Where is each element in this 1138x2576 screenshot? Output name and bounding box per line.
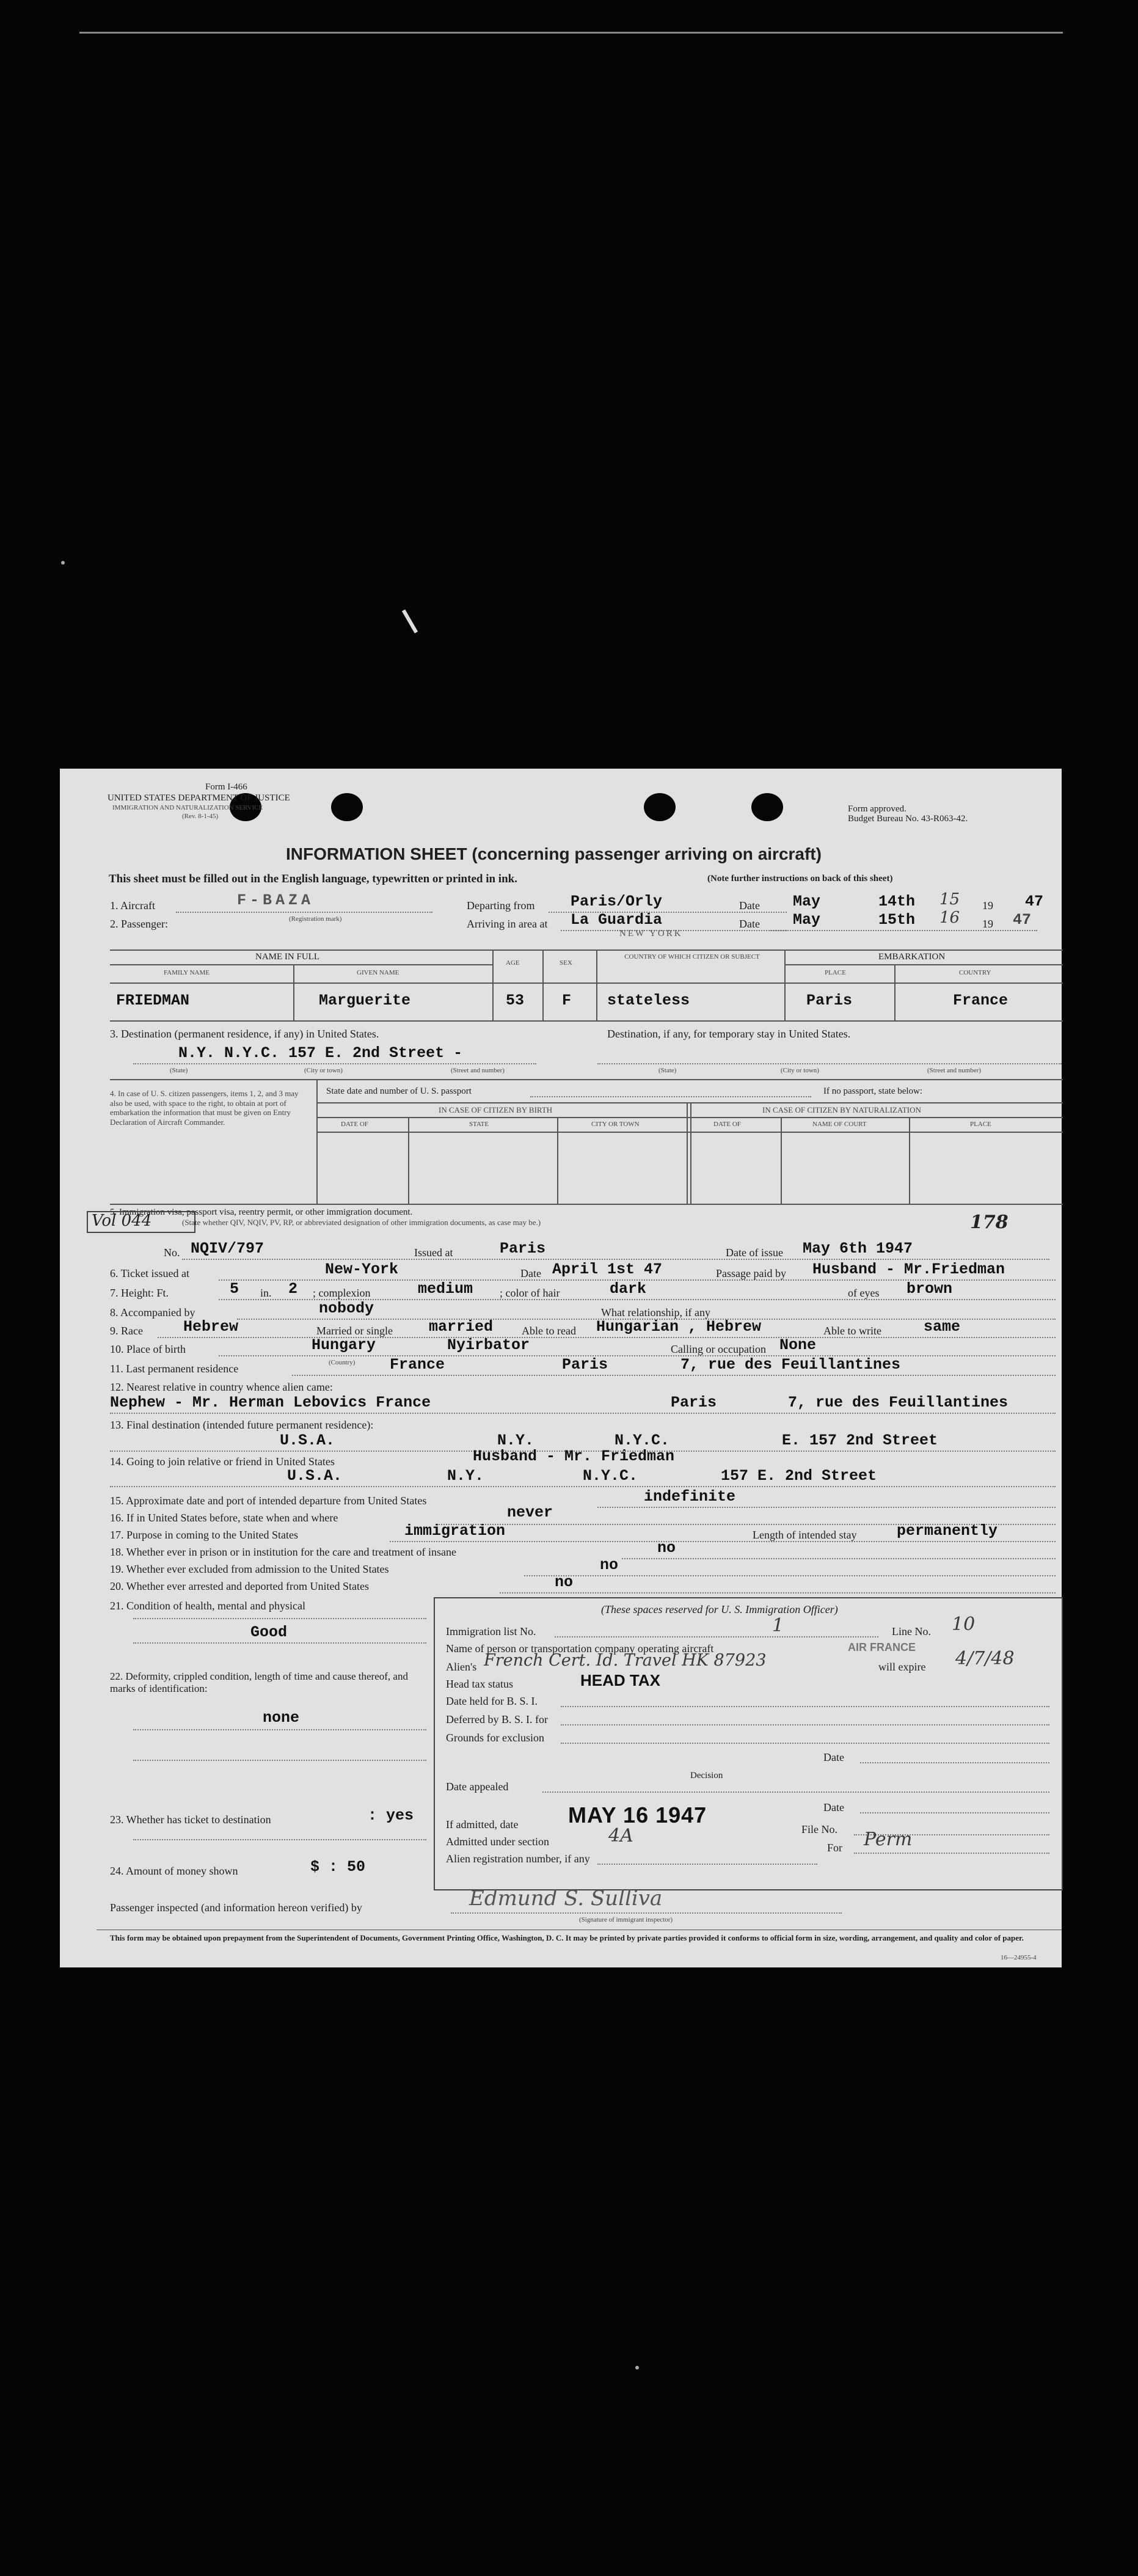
deformity-label: 22. Deformity, crippled condition, length of time and cause thereof, and marks of identification: xyxy=(110,1670,408,1695)
grounds-date-label: Date xyxy=(823,1751,844,1763)
table-rule xyxy=(110,1020,1063,1022)
expiry-label: will expire xyxy=(878,1661,926,1673)
embarkation-place-value: Paris xyxy=(806,992,853,1009)
registration-line xyxy=(597,1864,817,1865)
date-appealed-label: Date appealed xyxy=(446,1780,509,1793)
city-caption: (City or town) xyxy=(304,1067,343,1074)
signature-caption: (Signature of immigrant inspector) xyxy=(579,1916,673,1923)
date-held-line xyxy=(561,1706,1049,1707)
departure-date-label: Date xyxy=(739,899,760,912)
departure-year-prefix: 19 xyxy=(982,899,993,912)
aircraft-label: 1. Aircraft xyxy=(110,899,155,912)
table-rule xyxy=(110,950,1063,951)
embarkation-country-value: France xyxy=(953,992,1009,1009)
occupation-label: Calling or occupation xyxy=(671,1343,766,1355)
height-inches-label: in. xyxy=(260,1287,272,1299)
table-rule xyxy=(316,1132,1063,1133)
hair-color-label: ; color of hair xyxy=(500,1287,560,1299)
date-held-label: Date held for B. S. I. xyxy=(446,1695,538,1707)
for-value: Perm xyxy=(864,1829,913,1850)
head-tax-stamp: HEAD TAX xyxy=(580,1671,660,1689)
nearest-relative-city: Paris xyxy=(671,1394,717,1411)
expiry-value: 4/7/48 xyxy=(955,1648,1015,1669)
for-line xyxy=(854,1853,1049,1854)
sex-value: F xyxy=(562,992,572,1009)
departing-label: Departing from xyxy=(467,899,535,912)
punch-hole xyxy=(751,793,783,821)
birth-city-header: CITY OR TOWN xyxy=(591,1121,640,1128)
naturalization-date-header: DATE OF xyxy=(713,1121,741,1128)
registration-label: Alien registration number, if any xyxy=(446,1853,590,1865)
arrival-year: 47 xyxy=(1013,911,1032,929)
marital-status-label: Married or single xyxy=(316,1325,393,1337)
given-name-value: Marguerite xyxy=(319,992,411,1009)
height-feet-value: 5 xyxy=(230,1280,239,1298)
deported-value: no xyxy=(555,1573,574,1591)
citizen-passenger-note: 4. In case of U. S. citizen passengers, items 1, 2, and 3 may also be used, with space to the right, to obtain at port of embarkation the information that must be given on Entry Declaration of Aircraft Commander. xyxy=(110,1089,299,1127)
departure-month: May xyxy=(793,893,821,910)
arriving-value: La Guardia xyxy=(571,911,663,929)
race-label: 9. Race xyxy=(110,1325,143,1337)
departure-intent-line xyxy=(597,1507,1056,1508)
departure-intent-label: 15. Approximate date and port of intended departure from United States xyxy=(110,1495,427,1507)
deported-label: 20. Whether ever arrested and deported from United States xyxy=(110,1580,370,1592)
arrival-date-line xyxy=(768,930,1037,931)
footer-code: 16—24955-4 xyxy=(1001,1954,1037,1961)
joining-city: N.Y.C. xyxy=(583,1467,638,1485)
eye-color-label: of eyes xyxy=(848,1287,880,1299)
prison-value: no xyxy=(657,1539,676,1557)
passenger-label: 2. Passenger: xyxy=(110,918,168,930)
race-line xyxy=(158,1337,1056,1338)
temp-state-caption: (State) xyxy=(658,1067,677,1074)
embarkation-header: EMBARKATION xyxy=(878,952,946,962)
marital-status-value: married xyxy=(429,1318,494,1336)
race-value: Hebrew xyxy=(183,1318,239,1336)
ticket-date-value: April 1st 47 xyxy=(552,1261,663,1278)
visa-line xyxy=(182,1259,1049,1260)
excluded-line xyxy=(524,1575,1056,1576)
form-title: INFORMATION SHEET (concerning passenger arriving on aircraft) xyxy=(286,844,822,863)
birthplace-country-value: Hungary xyxy=(312,1336,376,1354)
form-approved: Form approved. xyxy=(848,804,906,814)
issued-at-label: Issued at xyxy=(414,1246,453,1259)
registration-mark-caption: (Registration mark) xyxy=(289,915,342,923)
table-divider xyxy=(492,950,494,1020)
punch-hole xyxy=(644,793,676,821)
table-divider xyxy=(909,1117,910,1204)
date-of-issue-value: May 6th 1947 xyxy=(803,1240,913,1257)
volume-stamp: Vol 044 xyxy=(92,1212,152,1230)
alien-document-label: Alien's xyxy=(446,1661,477,1673)
departure-year: 47 xyxy=(1025,893,1044,910)
grounds-date-line xyxy=(860,1762,1049,1763)
purpose-label: 17. Purpose in coming to the United States xyxy=(110,1529,298,1541)
scan-dust xyxy=(635,2366,639,2369)
eye-color-value: brown xyxy=(906,1280,953,1298)
date-of-issue-label: Date of issue xyxy=(726,1246,783,1259)
joining-country: U.S.A. xyxy=(287,1467,343,1485)
health-line xyxy=(133,1618,426,1619)
excluded-value: no xyxy=(600,1556,619,1574)
footer-notice: This form may be obtained upon prepayment from the Superintendent of Documents, Government Printing Office, Washington, D. C. It may be printed by private parties provided it conforms to official form in size, wording, arrangement, and quality and color of paper. xyxy=(110,1933,1024,1942)
birth-date-header: DATE OF xyxy=(341,1121,368,1128)
temporary-destination-line xyxy=(597,1063,1062,1064)
accompanied-value: nobody xyxy=(319,1300,374,1317)
departure-intent-value: indefinite xyxy=(644,1488,736,1506)
signature-line xyxy=(451,1912,842,1914)
company-stamp: AIR FRANCE xyxy=(848,1641,916,1653)
money-label: 24. Amount of money shown xyxy=(110,1865,238,1877)
family-name-value: FRIEDMAN xyxy=(116,992,190,1009)
able-to-read-label: Able to read xyxy=(522,1325,576,1337)
inspected-by-label: Passenger inspected (and information hereon verified) by xyxy=(110,1901,362,1914)
deported-line xyxy=(500,1592,1056,1594)
joining-state: N.Y. xyxy=(447,1467,484,1485)
place-header: PLACE xyxy=(825,969,846,976)
citizenship-value: stateless xyxy=(607,992,690,1009)
departing-value: Paris/Orly xyxy=(571,893,663,910)
last-residence-country: France xyxy=(390,1356,445,1374)
departure-handwritten-day: 15 xyxy=(939,890,960,909)
able-to-write-value: same xyxy=(924,1318,961,1336)
final-destination-country: U.S.A. xyxy=(280,1432,335,1449)
for-label: For xyxy=(827,1842,843,1854)
arrival-month: May xyxy=(793,911,821,929)
accompanied-label: 8. Accompanied by xyxy=(110,1306,195,1319)
handwritten-number: 178 xyxy=(970,1212,1009,1233)
deformity-line xyxy=(133,1729,426,1730)
country-citizen-header: COUNTRY OF WHICH CITIZEN OR SUBJECT xyxy=(624,953,760,961)
nearest-relative-street: 7, rue des Feuillantines xyxy=(788,1394,1009,1411)
last-residence-label: 11. Last permanent residence xyxy=(110,1363,239,1375)
section-rule xyxy=(110,1079,1063,1080)
table-divider xyxy=(316,1079,318,1204)
final-destination-label: 13. Final destination (intended future permanent residence): xyxy=(110,1419,374,1431)
visa-number-label: No. xyxy=(164,1246,180,1259)
alien-document-value: French Cert. Id. Travel HK 87923 xyxy=(484,1651,767,1670)
intended-stay-label: Length of intended stay xyxy=(753,1529,857,1541)
admitted-section-label: Admitted under section xyxy=(446,1835,549,1848)
given-name-header: GIVEN NAME xyxy=(357,969,399,976)
arrival-day: 15th xyxy=(878,911,916,929)
health-line xyxy=(133,1642,426,1644)
nearest-relative-value: Nephew - Mr. Herman Lebovics France xyxy=(110,1394,431,1411)
budget-bureau: Budget Bureau No. 43-R063-42. xyxy=(848,814,968,824)
line-number-value: 10 xyxy=(952,1614,976,1635)
birthplace-label: 10. Place of birth xyxy=(110,1343,186,1355)
destination-label: 3. Destination (permanent residence, if any) in United States. xyxy=(110,1028,379,1040)
immigration-list-value: 1 xyxy=(772,1615,784,1636)
immigration-list-label: Immigration list No. xyxy=(446,1625,536,1637)
back-note: (Note further instructions on back of this sheet) xyxy=(707,874,893,884)
age-value: 53 xyxy=(506,992,525,1009)
table-divider xyxy=(687,1102,688,1204)
complexion-value: medium xyxy=(418,1280,473,1298)
naturalization-place-header: PLACE xyxy=(970,1121,991,1128)
admitted-date-label: If admitted, date xyxy=(446,1818,519,1831)
date-appealed-line xyxy=(542,1791,1049,1793)
citizen-by-naturalization-header: IN CASE OF CITIZEN BY NATURALIZATION xyxy=(762,1105,921,1114)
purpose-value: immigration xyxy=(404,1522,506,1540)
inspector-signature: Edmund S. Sulliva xyxy=(469,1886,663,1911)
relationship-label: What relationship, if any xyxy=(601,1306,710,1319)
admitted-date-stamp: MAY 16 1947 xyxy=(568,1802,707,1828)
joining-value: Husband - Mr. Friedman xyxy=(473,1447,675,1465)
height-label: 7. Height: Ft. xyxy=(110,1287,169,1299)
arrival-date-label: Date xyxy=(739,918,760,930)
joining-label: 14. Going to join relative or friend in United States xyxy=(110,1455,335,1468)
last-residence-street: 7, rue des Feuillantines xyxy=(680,1356,901,1374)
complexion-label: ; complexion xyxy=(313,1287,371,1299)
court-name-header: NAME OF COURT xyxy=(812,1121,867,1128)
temporary-destination-label: Destination, if any, for temporary stay in United States. xyxy=(607,1028,851,1040)
health-label: 21. Condition of health, mental and physical xyxy=(110,1600,305,1612)
arriving-label: Arriving in area at xyxy=(467,918,548,930)
able-to-write-label: Able to write xyxy=(823,1325,881,1337)
line-number-label: Line No. xyxy=(892,1625,931,1637)
scan-dust xyxy=(61,561,65,565)
destination-value: N.Y. N.Y.C. 157 E. 2nd Street - xyxy=(178,1044,463,1062)
head-tax-label: Head tax status xyxy=(446,1678,513,1690)
table-rule xyxy=(110,982,1063,984)
table-rule xyxy=(316,1117,1063,1118)
arrival-year-prefix: 19 xyxy=(982,918,993,930)
ticket-label: 6. Ticket issued at xyxy=(110,1267,190,1279)
admitted-section-value: 4A xyxy=(608,1825,633,1846)
volume-stamp-box xyxy=(87,1211,195,1233)
company-label: Name of person or transportation company operating aircraft xyxy=(446,1642,714,1655)
table-divider xyxy=(781,1117,782,1204)
department-name: UNITED STATES DEPARTMENT OF JUSTICE xyxy=(108,793,290,803)
ticket-value: New-York xyxy=(325,1261,399,1278)
prison-label: 18. Whether ever in prison or in institution for the care and treatment of insane xyxy=(110,1546,456,1558)
state-caption: (State) xyxy=(170,1067,188,1074)
passage-paid-value: Husband - Mr.Friedman xyxy=(812,1261,1005,1278)
birth-state-header: STATE xyxy=(469,1121,489,1128)
file-number-label: File No. xyxy=(801,1823,838,1835)
health-value: Good xyxy=(250,1623,288,1641)
intended-stay-value: permanently xyxy=(897,1522,998,1540)
ticket-destination-label: 23. Whether has ticket to destination xyxy=(110,1813,271,1826)
table-rule xyxy=(110,1204,1063,1205)
table-divider xyxy=(293,964,294,1020)
occupation-value: None xyxy=(779,1336,817,1354)
decision-date-label: Date xyxy=(823,1801,844,1813)
grounds-label: Grounds for exclusion xyxy=(446,1732,544,1744)
birthplace-city-value: Nyirbator xyxy=(447,1336,530,1354)
no-passport-label: If no passport, state below: xyxy=(823,1086,923,1096)
scan-speck xyxy=(402,609,418,633)
prison-line xyxy=(622,1558,1056,1559)
name-in-full-header: NAME IN FULL xyxy=(255,952,319,962)
immigration-list-line xyxy=(555,1636,878,1637)
table-rule xyxy=(110,964,492,965)
aircraft-line xyxy=(176,912,432,913)
ticket-date-label: Date xyxy=(520,1267,541,1279)
table-divider xyxy=(784,950,786,1020)
joining-line xyxy=(110,1486,1056,1487)
passport-label: State date and number of U. S. passport xyxy=(326,1086,472,1096)
destination-line xyxy=(133,1063,536,1064)
table-divider xyxy=(690,1102,691,1204)
family-name-header: FAMILY NAME xyxy=(164,969,210,976)
nearest-relative-label: 12. Nearest relative in country whence alien came: xyxy=(110,1381,333,1393)
passport-line xyxy=(530,1096,811,1097)
decision-label: Decision xyxy=(690,1771,723,1780)
country-caption: (Country) xyxy=(329,1359,356,1366)
deferred-line xyxy=(561,1724,1049,1725)
decision-date-line xyxy=(860,1812,1049,1813)
street-caption: (Street and number) xyxy=(451,1067,505,1074)
table-divider xyxy=(557,1117,558,1204)
previous-visit-value: never xyxy=(507,1504,553,1521)
top-edge-line xyxy=(79,32,1063,34)
final-destination-state: N.Y. xyxy=(497,1432,534,1449)
last-residence-city: Paris xyxy=(562,1356,608,1374)
citizen-by-birth-header: IN CASE OF CITIZEN BY BIRTH xyxy=(439,1105,553,1114)
age-header: AGE xyxy=(506,959,520,967)
table-rule xyxy=(316,1102,1063,1103)
arrival-handwritten-day: 16 xyxy=(939,909,960,927)
final-destination-street: E. 157 2nd Street xyxy=(782,1432,938,1449)
sex-header: SEX xyxy=(560,959,572,967)
birthplace-line xyxy=(219,1355,1056,1356)
temp-street-caption: (Street and number) xyxy=(927,1067,981,1074)
deformity-line xyxy=(133,1760,426,1761)
table-divider xyxy=(408,1117,409,1204)
visa-sub-label: (State whether QIV, NQIV, PV, RP, or abbreviated designation of other immigration documents, as case may be.) xyxy=(182,1218,541,1227)
grounds-line xyxy=(561,1743,1049,1744)
country-header: COUNTRY xyxy=(959,969,991,976)
ticket-destination-value: : yes xyxy=(368,1807,414,1824)
joining-street: 157 E. 2nd Street xyxy=(721,1467,877,1485)
table-divider xyxy=(542,950,544,1020)
information-sheet xyxy=(60,769,1062,1967)
arriving-note: NEW YORK xyxy=(619,929,683,939)
visa-number-value: NQIV/797 xyxy=(191,1240,264,1257)
last-residence-line xyxy=(292,1375,1056,1376)
excluded-label: 19. Whether ever excluded from admission to the United States xyxy=(110,1563,389,1575)
punch-hole xyxy=(331,793,363,821)
deferred-label: Deferred by B. S. I. for xyxy=(446,1713,548,1725)
revision-date: (Rev. 8-1-45) xyxy=(182,813,219,820)
service-name: IMMIGRATION AND NATURALIZATION SERVICE xyxy=(112,804,263,811)
hair-color-value: dark xyxy=(610,1280,647,1298)
purpose-line xyxy=(390,1541,1056,1542)
aircraft-value: F-BAZA xyxy=(237,891,315,909)
departure-day: 14th xyxy=(878,893,916,910)
able-to-read-value: Hungarian , Hebrew xyxy=(596,1318,762,1336)
table-rule xyxy=(784,964,1063,965)
temp-city-caption: (City or town) xyxy=(781,1067,819,1074)
height-inches-value: 2 xyxy=(288,1280,298,1298)
money-value: $ : 50 xyxy=(310,1858,366,1876)
table-divider xyxy=(596,950,597,1020)
officer-section-heading: (These spaces reserved for U. S. Immigration Officer) xyxy=(601,1603,838,1615)
table-divider xyxy=(894,964,895,1020)
final-destination-city: N.Y.C. xyxy=(615,1432,670,1449)
deformity-value: none xyxy=(263,1709,300,1727)
passage-paid-label: Passage paid by xyxy=(716,1267,786,1279)
previous-visit-label: 16. If in United States before, state when and where xyxy=(110,1512,338,1524)
nearest-relative-line xyxy=(110,1413,1056,1414)
form-instruction: This sheet must be filled out in the English language, typewritten or printed in ink. xyxy=(109,873,517,885)
form-number: Form I-466 xyxy=(205,782,247,792)
issued-at-value: Paris xyxy=(500,1240,546,1257)
visa-label: 5. Immigration visa, passport visa, reentry permit, or other immigration document. xyxy=(110,1207,413,1217)
ticket-destination-line xyxy=(133,1839,426,1840)
